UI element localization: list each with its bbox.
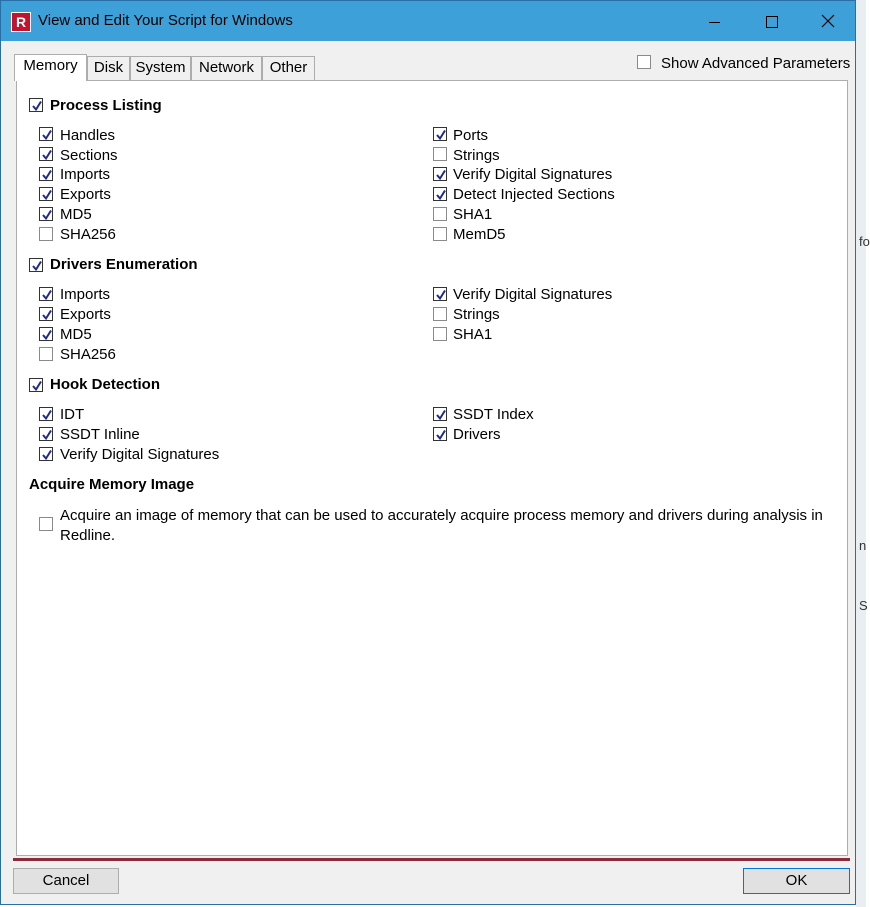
checkmark-icon bbox=[40, 168, 54, 182]
pl-sha256-checkbox[interactable] bbox=[39, 227, 53, 241]
hd-ssdt-inline-checkbox[interactable] bbox=[39, 427, 53, 441]
checkmark-icon bbox=[40, 148, 54, 162]
drivers-enum-heading: Drivers Enumeration bbox=[50, 256, 198, 273]
pl-exports-label: Exports bbox=[60, 186, 111, 203]
hd-idt-checkbox[interactable] bbox=[39, 407, 53, 421]
de-md5-label: MD5 bbox=[60, 326, 92, 343]
drivers-enum-checkbox[interactable] bbox=[29, 258, 43, 272]
pl-verify-signatures-label: Verify Digital Signatures bbox=[453, 166, 613, 183]
pl-imports-label: Imports bbox=[60, 166, 111, 183]
tab-other[interactable]: Other bbox=[262, 56, 315, 80]
pl-detect-injected-label: Detect Injected Sections bbox=[453, 186, 615, 203]
checkmark-icon bbox=[30, 99, 44, 113]
hook-detection-checkbox[interactable] bbox=[29, 378, 43, 392]
checkmark-icon bbox=[40, 428, 54, 442]
pl-handles-label: Handles bbox=[60, 127, 116, 144]
pl-memd5-label: MemD5 bbox=[453, 226, 506, 243]
hd-ssdt-index-checkbox[interactable] bbox=[433, 407, 447, 421]
process-listing-checkbox[interactable] bbox=[29, 98, 43, 112]
process-listing-heading: Process Listing bbox=[50, 97, 162, 114]
pl-strings-label: Strings bbox=[453, 147, 500, 164]
tab-memory[interactable]: Memory bbox=[14, 54, 87, 81]
pl-imports-checkbox[interactable] bbox=[39, 167, 53, 181]
checkmark-icon bbox=[434, 288, 448, 302]
show-advanced-checkbox[interactable] bbox=[637, 55, 651, 69]
pl-strings-checkbox[interactable] bbox=[433, 147, 447, 161]
acquire-memory-description: Acquire an image of memory that can be used to accurately acquire process memory and drivers during analysis in Redline. bbox=[60, 507, 823, 544]
de-md5-checkbox[interactable] bbox=[39, 327, 53, 341]
de-imports-checkbox[interactable] bbox=[39, 287, 53, 301]
de-imports-label: Imports bbox=[60, 286, 111, 303]
hd-verify-signatures-label: Verify Digital Signatures bbox=[60, 446, 220, 463]
de-exports-label: Exports bbox=[60, 306, 111, 323]
hd-ssdt-inline-label: SSDT Inline bbox=[60, 426, 140, 443]
checkmark-icon bbox=[30, 379, 44, 393]
background-text: n bbox=[859, 538, 867, 553]
redline-app-icon: R bbox=[11, 12, 31, 32]
checkmark-icon bbox=[40, 448, 54, 462]
pl-sections-checkbox[interactable] bbox=[39, 147, 53, 161]
checkmark-icon bbox=[434, 428, 448, 442]
pl-verify-signatures-checkbox[interactable] bbox=[433, 167, 447, 181]
title-bar[interactable] bbox=[1, 1, 855, 41]
pl-sections-label: Sections bbox=[60, 147, 118, 164]
pl-sha1-label: SHA1 bbox=[453, 206, 493, 223]
checkmark-icon bbox=[434, 128, 448, 142]
hd-drivers-checkbox[interactable] bbox=[433, 427, 447, 441]
checkmark-icon bbox=[434, 188, 448, 202]
de-verify-signatures-checkbox[interactable] bbox=[433, 287, 447, 301]
close-icon bbox=[822, 15, 834, 27]
cancel-button[interactable]: Cancel bbox=[13, 868, 119, 894]
checkmark-icon bbox=[434, 408, 448, 422]
pl-ports-checkbox[interactable] bbox=[433, 127, 447, 141]
acquire-memory-checkbox[interactable] bbox=[39, 517, 53, 531]
pl-handles-checkbox[interactable] bbox=[39, 127, 53, 141]
hd-drivers-label: Drivers bbox=[453, 426, 501, 443]
pl-md5-label: MD5 bbox=[60, 206, 92, 223]
tab-disk[interactable]: Disk bbox=[87, 56, 130, 80]
pl-ports-label: Ports bbox=[453, 127, 489, 144]
memory-tab-panel bbox=[16, 80, 848, 856]
de-sha256-label: SHA256 bbox=[60, 346, 116, 363]
close-button[interactable] bbox=[799, 1, 857, 41]
checkmark-icon bbox=[40, 308, 54, 322]
checkmark-icon bbox=[434, 168, 448, 182]
de-sha1-label: SHA1 bbox=[453, 326, 493, 343]
pl-md5-checkbox[interactable] bbox=[39, 207, 53, 221]
show-advanced-label: Show Advanced Parameters bbox=[661, 55, 851, 72]
checkmark-icon bbox=[30, 259, 44, 273]
minimize-button[interactable] bbox=[685, 1, 743, 41]
de-sha256-checkbox[interactable] bbox=[39, 347, 53, 361]
checkmark-icon bbox=[40, 328, 54, 342]
de-sha1-checkbox[interactable] bbox=[433, 327, 447, 341]
pl-sha1-checkbox[interactable] bbox=[433, 207, 447, 221]
pl-memd5-checkbox[interactable] bbox=[433, 227, 447, 241]
pl-detect-injected-checkbox[interactable] bbox=[433, 187, 447, 201]
tab-system[interactable]: System bbox=[130, 56, 191, 80]
checkmark-icon bbox=[40, 128, 54, 142]
checkmark-icon bbox=[40, 288, 54, 302]
checkmark-icon bbox=[40, 408, 54, 422]
hook-detection-heading: Hook Detection bbox=[50, 376, 161, 393]
checkmark-icon bbox=[40, 188, 54, 202]
maximize-button[interactable] bbox=[742, 1, 800, 41]
background-desktop bbox=[856, 0, 870, 907]
checkmark-icon bbox=[40, 208, 54, 222]
de-verify-signatures-label: Verify Digital Signatures bbox=[453, 286, 613, 303]
tab-network[interactable]: Network bbox=[191, 56, 262, 80]
hd-verify-signatures-checkbox[interactable] bbox=[39, 447, 53, 461]
acquire-memory-heading: Acquire Memory Image bbox=[29, 476, 195, 493]
window-title: View and Edit Your Script for Windows bbox=[38, 12, 293, 29]
de-exports-checkbox[interactable] bbox=[39, 307, 53, 321]
de-strings-label: Strings bbox=[453, 306, 500, 323]
background-text: fo bbox=[859, 234, 870, 249]
ok-button[interactable]: OK bbox=[743, 868, 850, 894]
footer-divider bbox=[13, 858, 850, 861]
hd-idt-label: IDT bbox=[60, 406, 85, 423]
pl-exports-checkbox[interactable] bbox=[39, 187, 53, 201]
de-strings-checkbox[interactable] bbox=[433, 307, 447, 321]
pl-sha256-label: SHA256 bbox=[60, 226, 116, 243]
background-text: S bbox=[859, 598, 868, 613]
hd-ssdt-index-label: SSDT Index bbox=[453, 406, 534, 423]
